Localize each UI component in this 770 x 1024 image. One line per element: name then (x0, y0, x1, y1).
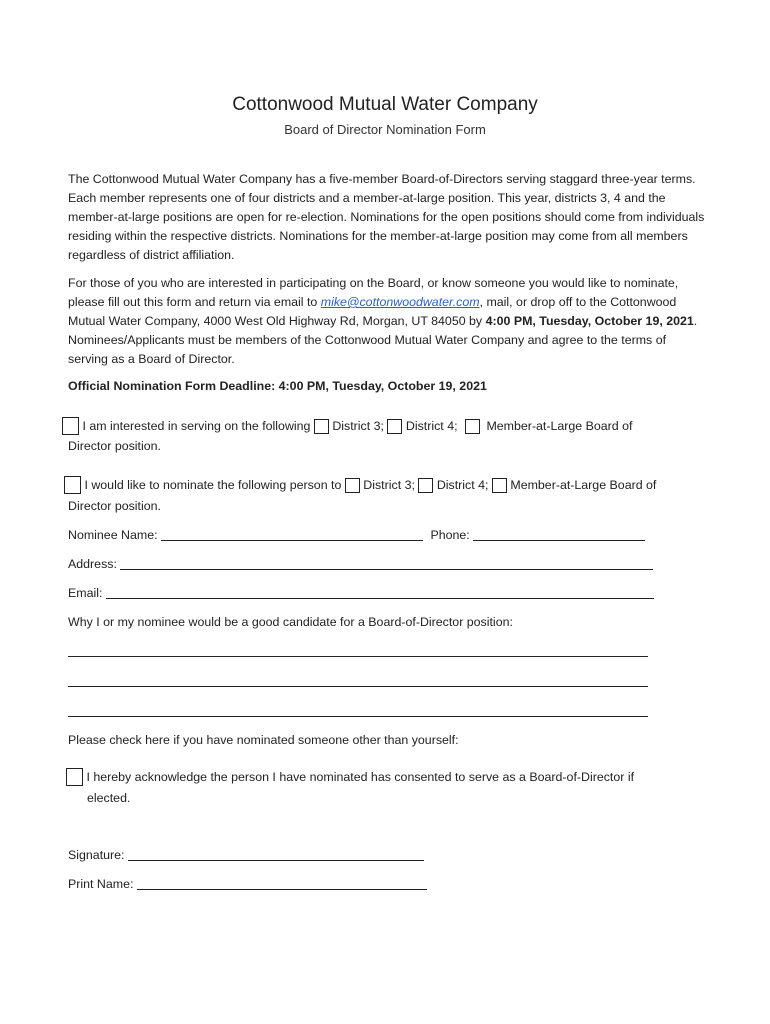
address-label: Address: (68, 557, 117, 571)
self-member-at-large-label: Member-at-Large Board of (486, 419, 633, 433)
consent-checkbox[interactable] (66, 768, 83, 786)
deadline-heading: Official Nomination Form Deadline: 4:00 PM, Tuesday, October 19, 2021 (68, 379, 487, 393)
email-field[interactable] (106, 586, 654, 599)
intro-paragraph (68, 170, 708, 265)
page-title: Cottonwood Mutual Water Company (232, 94, 538, 115)
self-district3-checkbox[interactable] (314, 419, 329, 434)
nominate-checkbox[interactable] (64, 476, 81, 494)
print-name-label: Print Name: (68, 877, 134, 891)
email-row (68, 586, 654, 600)
address-row (68, 557, 653, 571)
nominee-name-label: Nominee Name: (68, 528, 158, 542)
self-interest-checkbox[interactable] (62, 417, 79, 435)
self-option-continuation: Director position. (68, 439, 161, 453)
self-member-at-large-checkbox[interactable] (465, 419, 480, 434)
nominate-district4-label: District 4; (436, 478, 489, 492)
phone-label: Phone: (430, 528, 470, 542)
self-district3-label: District 3; (332, 419, 384, 433)
submission-text-start: For those of you who are interested in participating on the Board, or know someone you would like to nominate, please fill out this form and return via email to (68, 276, 679, 309)
self-district4-label: District 4; (405, 419, 458, 433)
consent-continuation: elected. (87, 791, 131, 805)
why-answer-line-1[interactable] (68, 656, 648, 657)
nominate-member-at-large-checkbox[interactable] (492, 478, 507, 493)
consent-row (66, 768, 634, 786)
signature-label: Signature: (68, 848, 125, 862)
self-option-label: I am interested in serving on the following (82, 419, 311, 433)
page-subtitle: Board of Director Nomination Form (284, 122, 486, 137)
nominate-option-label: I would like to nominate the following person to (84, 478, 342, 492)
email-link[interactable]: mike@cottonwoodwater.com (320, 295, 480, 309)
nominate-district3-label: District 3; (363, 478, 415, 492)
why-answer-line-2[interactable] (68, 686, 648, 687)
self-option-row (62, 417, 632, 435)
submission-paragraph (68, 274, 708, 369)
why-question: Why I or my nominee would be a good candidate for a Board-of-Director position: (68, 615, 513, 629)
address-field[interactable] (120, 557, 653, 570)
nominate-district3-checkbox[interactable] (345, 478, 360, 493)
nominate-member-at-large-label: Member-at-Large Board of (510, 478, 657, 492)
submission-text (68, 274, 708, 369)
nominate-district4-checkbox[interactable] (418, 478, 433, 493)
signature-field[interactable] (128, 848, 424, 861)
print-name-field[interactable] (137, 877, 427, 890)
why-answer-line-3[interactable] (68, 716, 648, 717)
self-district4-checkbox[interactable] (387, 419, 402, 434)
nominate-option-row (64, 476, 656, 494)
nominee-name-field[interactable] (161, 528, 423, 541)
nominate-option-continuation: Director position. (68, 499, 161, 513)
signature-row (68, 848, 424, 862)
submission-text-end: . Nominees/Applicants must be members of the Cottonwood Mutual Water Company and agree to the terms of serving as a Board of Director. (68, 314, 698, 366)
consent-instruction: Please check here if you have nominated someone other than yourself: (68, 733, 459, 747)
print-name-row (68, 877, 427, 891)
consent-text: I hereby acknowledge the person I have nominated has consented to serve as a Board-of-Director if (86, 770, 635, 784)
intro-text: The Cottonwood Mutual Water Company has a five-member Board-of-Directors serving staggard three-year terms. Each member represents one of four districts and a member-at-large position. This year, districts 3, 4 and the member-at-large positions are open for re-election. Nominations for the open positions should come from individuals residing within the respective districts. Nominations for the member-at-large position may come from all members regardless of district affiliation. (68, 172, 705, 262)
nominee-name-row (68, 528, 645, 542)
phone-field[interactable] (473, 528, 645, 541)
deadline-inline: 4:00 PM, Tuesday, October 19, 2021 (485, 314, 694, 328)
email-label: Email: (68, 586, 103, 600)
submission-text-address: , mail, or drop off to the Cottonwood Mutual Water Company, 4000 West Old Highway Rd, Morgan, UT 84050 by (68, 295, 677, 328)
